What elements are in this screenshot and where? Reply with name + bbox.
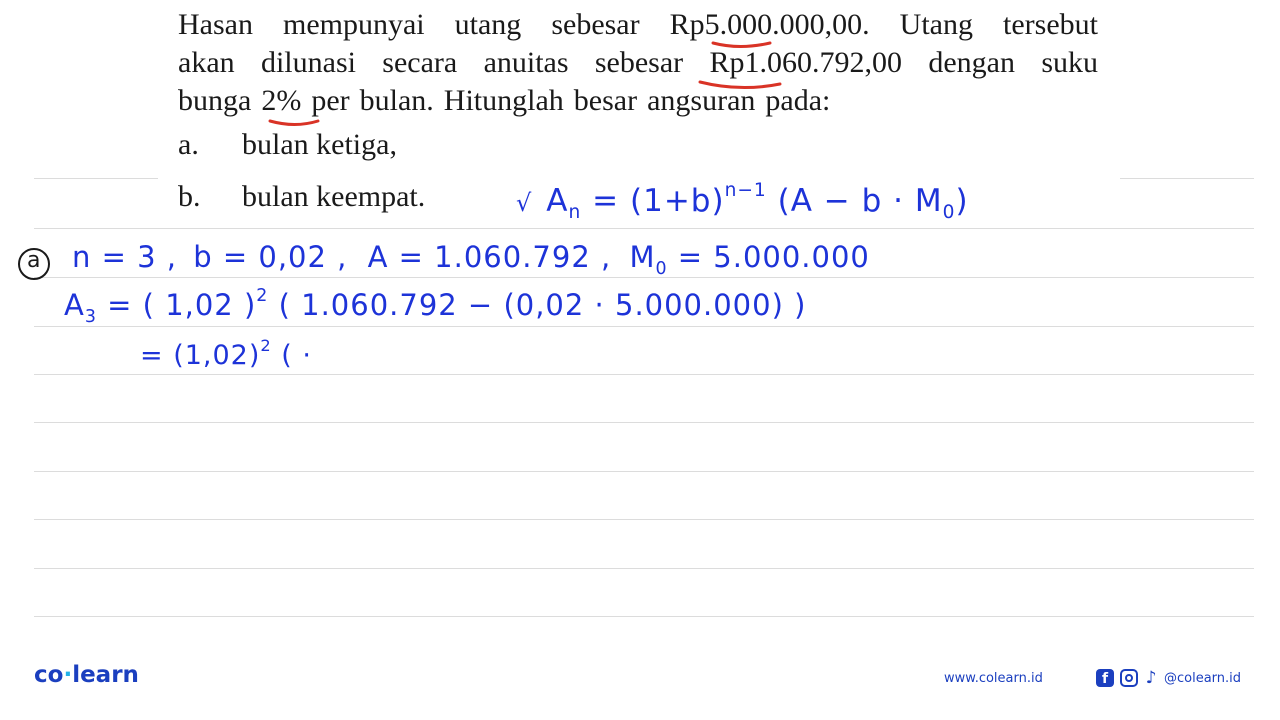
problem-word: tersebut	[1003, 8, 1098, 41]
option-letter: a.	[178, 128, 199, 161]
problem-word-interest-rate: 2%	[261, 84, 302, 117]
given-values	[72, 240, 870, 279]
ruled-line	[1120, 178, 1254, 179]
facebook-icon: f	[1096, 669, 1114, 687]
tiktok-icon: ♪	[1145, 668, 1157, 688]
colearn-logo	[34, 662, 139, 688]
problem-word: sebesar	[551, 8, 640, 41]
problem-word: pada:	[765, 84, 831, 117]
problem-word: sebesar	[594, 46, 684, 79]
step1-lhs: A	[64, 288, 85, 322]
given-m-letter: M	[629, 240, 656, 274]
problem-word: dilunasi	[260, 46, 356, 79]
problem-word: mempunyai	[283, 8, 425, 41]
option-a	[178, 126, 1098, 164]
step1-mid: = ( 1,02 )	[96, 288, 257, 322]
formula-rest: (A − b · M	[766, 183, 943, 219]
formula-rest-sub: 0	[942, 202, 956, 224]
problem-word: Hitunglah	[443, 84, 564, 117]
given-m-value: = 5.000.000	[667, 240, 870, 274]
step-2	[140, 336, 312, 371]
step2-mid: = (1,02)	[140, 340, 261, 371]
formula-lhs-sub: n	[568, 202, 582, 224]
ruled-line	[34, 519, 1254, 520]
logo-co: co	[34, 662, 64, 688]
problem-word: secara	[382, 46, 458, 79]
ruled-line	[34, 374, 1254, 375]
annuity-formula	[516, 180, 969, 224]
option-text: bulan keempat.	[242, 180, 426, 213]
formula-exponent: n−1	[724, 180, 767, 202]
ruled-line	[34, 422, 1254, 423]
given-m-sub: 0	[655, 258, 668, 279]
check-mark: √	[516, 189, 533, 217]
given-m	[629, 240, 870, 279]
formula-lhs: A	[546, 183, 569, 219]
problem-word: akan	[178, 46, 235, 79]
problem-line-3	[178, 82, 1098, 120]
step1-lhs-sub: 3	[84, 306, 97, 327]
problem-word: angsuran	[647, 84, 756, 117]
step1-exponent: 2	[256, 286, 269, 307]
step2-exponent: 2	[260, 336, 272, 356]
problem-word: besar	[573, 84, 638, 117]
ruled-line	[34, 277, 1254, 278]
option-text: bulan ketiga,	[242, 128, 397, 161]
problem-word: suku	[1041, 46, 1098, 79]
problem-word: per	[311, 84, 350, 117]
part-label: a	[27, 248, 42, 273]
problem-word: anuitas	[483, 46, 569, 79]
option-letter: b.	[178, 180, 201, 213]
logo-learn: learn	[72, 662, 139, 688]
ruled-line	[34, 178, 158, 179]
formula-mid: = (1+b)	[581, 183, 725, 219]
step1-rest: ( 1.060.792 − (0,02 · 5.000.000) )	[268, 288, 807, 322]
problem-word: bulan.	[359, 84, 434, 117]
problem-word: Utang	[899, 8, 973, 41]
social-handle: @colearn.id	[1164, 670, 1242, 686]
step2-rest: ( ·	[271, 340, 312, 371]
problem-word: utang	[454, 8, 522, 41]
ruled-line	[34, 228, 1254, 229]
given-b: b = 0,02 ,	[193, 240, 348, 274]
problem-word: dengan	[928, 46, 1015, 79]
logo-dot: ·	[63, 662, 73, 688]
ruled-line	[34, 471, 1254, 472]
ruled-line	[34, 616, 1254, 617]
problem-word-annuity-amount: Rp1.060.792,00	[709, 46, 903, 79]
problem-line-1	[178, 6, 1098, 44]
ruled-line	[34, 326, 1254, 327]
given-a: A = 1.060.792 ,	[367, 240, 612, 274]
website-url: www.colearn.id	[944, 671, 1043, 686]
ruled-line	[34, 568, 1254, 569]
formula-close: )	[955, 183, 969, 219]
problem-word: bunga	[178, 84, 252, 117]
problem-line-2	[178, 44, 1098, 82]
step-1	[64, 286, 807, 327]
social-links	[1096, 668, 1241, 688]
instagram-icon	[1120, 669, 1138, 687]
given-n: n = 3 ,	[72, 240, 178, 274]
problem-word: Hasan	[178, 8, 253, 41]
problem-word-debt-amount: Rp5.000.000,00.	[669, 8, 870, 41]
